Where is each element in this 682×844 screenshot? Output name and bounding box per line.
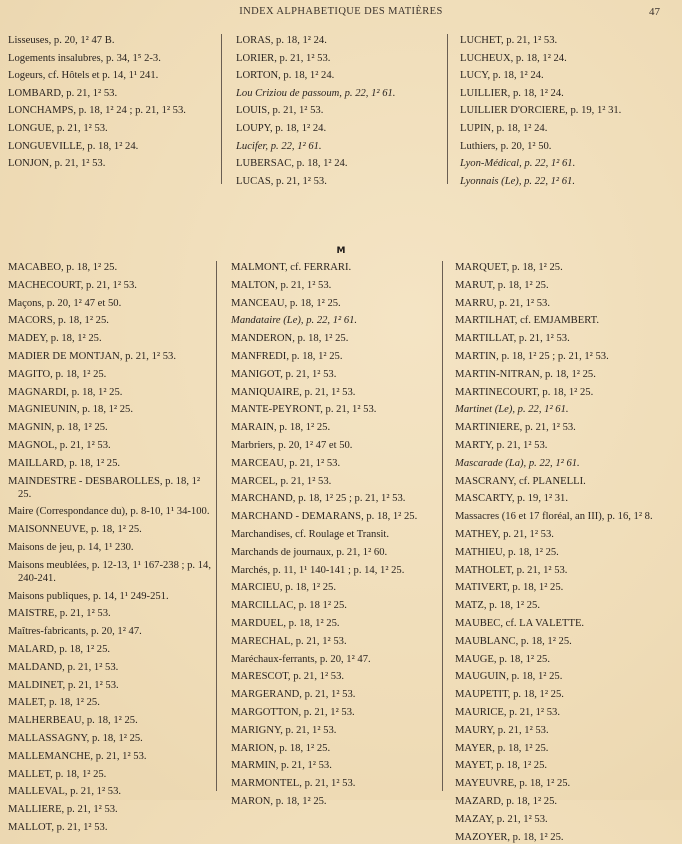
index-entry: MARCHAND, p. 18, 1² 25 ; p. 21, 1² 53. — [231, 493, 406, 505]
index-entry: Logements insalubres, p. 34, 1⁵ 2-3. — [8, 52, 161, 64]
index-entry: MAYER, p. 18, 1² 25. — [455, 742, 549, 754]
index-entry: MALMONT, cf. FERRARI. — [231, 262, 352, 273]
index-entry: MALLEMANCHE, p. 21, 1² 53. — [8, 750, 147, 762]
index-entry: MANIGOT, p. 21, 1² 53. — [231, 368, 337, 380]
index-entry: MALDINET, p. 21, 1² 53. — [8, 679, 119, 691]
index-entry: MARDUEL, p. 18, 1² 25. — [231, 617, 340, 629]
index-entry: MANDERON, p. 18, 1² 25. — [231, 333, 349, 345]
index-entry: LUPIN, p. 18, 1² 24. — [460, 122, 548, 134]
index-entry: MADEY, p. 18, 1² 25. — [8, 333, 102, 345]
index-entry: MARAIN, p. 18, 1² 25. — [231, 422, 331, 434]
index-entry: LOMBARD, p. 21, 1² 53. — [8, 87, 118, 99]
index-entry: LONJON, p. 21, 1² 53. — [8, 158, 106, 170]
top-column-1 — [8, 34, 221, 184]
index-entry: MARTIN-NITRAN, p. 18, 1² 25. — [455, 368, 596, 380]
index-entry: Lucifer, p. 22, 1² 61. — [236, 140, 322, 152]
index-entry: MAURICE, p. 21, 1² 53. — [455, 706, 560, 718]
top-section — [8, 34, 674, 187]
index-entry: MACABEO, p. 18, 1² 25. — [8, 262, 118, 273]
page-header — [0, 6, 682, 22]
index-entry: MAYET, p. 18, 1² 25. — [455, 760, 548, 772]
index-entry: LONGUEVILLE, p. 18, 1² 24. — [8, 140, 139, 152]
index-entry: MAILLARD, p. 18, 1² 25. — [8, 457, 121, 469]
index-entry: MAGNARDI, p. 18, 1² 25. — [8, 386, 123, 398]
index-entry: MASCRANY, cf. PLANELLI. — [455, 475, 586, 487]
index-entry: Marchandises, cf. Roulage et Transit. — [231, 528, 389, 540]
index-entry: MATZ, p. 18, 1² 25. — [455, 600, 540, 612]
index-entry: Lyon-Médical, p. 22, 1² 61. — [460, 158, 576, 170]
index-entry: MAGNOL, p. 21, 1² 53. — [8, 439, 111, 451]
index-entry: MATHOLET, p. 21, 1² 53. — [455, 564, 568, 576]
index-entry: MALDAND, p. 21, 1² 53. — [8, 661, 119, 673]
index-entry: MACHECOURT, p. 21, 1² 53. — [8, 279, 137, 291]
index-entry: MALLEVAL, p. 21, 1² 53. — [8, 786, 122, 798]
index-entry: LOUIS, p. 21, 1² 53. — [236, 105, 324, 117]
index-entry: Marbriers, p. 20, 1² 47 et 50. — [231, 439, 353, 451]
index-entry: MARESCOT, p. 21, 1² 53. — [231, 671, 345, 683]
index-entry: MARCEAU, p. 21, 1² 53. — [231, 457, 341, 469]
m-section — [8, 261, 674, 843]
index-entry: Maisons publiques, p. 14, 1¹ 249-251. — [8, 590, 169, 602]
index-entry: MAUGE, p. 18, 1² 25. — [455, 653, 550, 665]
index-entry: Massacres (16 et 17 floréal, an III), p. 16, 1² 8. — [455, 511, 653, 523]
index-entry: MARTINIERE, p. 21, 1² 53. — [455, 422, 576, 434]
index-entry: MAURY, p. 21, 1² 53. — [455, 724, 549, 736]
index-entry: MALHERBEAU, p. 18, 1² 25. — [8, 715, 138, 727]
index-entry: LORIER, p. 21, 1² 53. — [236, 52, 331, 64]
index-entry: MAUGUIN, p. 18, 1² 25. — [455, 671, 563, 683]
index-entry: MAUBEC, cf. LA VALETTE. — [455, 617, 585, 629]
index-entry: MARTILHAT, cf. EMJAMBERT. — [455, 315, 599, 327]
index-entry: MAYEUVRE, p. 18, 1² 25. — [455, 778, 571, 790]
index-entry: MARON, p. 18, 1² 25. — [231, 795, 327, 807]
index-entry: Maisons de jeu, p. 14, 1¹ 230. — [8, 541, 134, 553]
index-entry: Lisseuses, p. 20, 1² 47 B. — [8, 35, 115, 46]
index-entry: MACORS, p. 18, 1² 25. — [8, 315, 109, 327]
m-column-1 — [8, 261, 216, 833]
index-entry: MARRU, p. 21, 1² 53. — [455, 297, 550, 309]
index-entry: MATHIEU, p. 18, 1² 25. — [455, 546, 559, 558]
index-entry: MAISTRE, p. 21, 1² 53. — [8, 608, 111, 620]
index-entry: MAGITO, p. 18, 1² 25. — [8, 368, 107, 380]
index-entry: LUCY, p. 18, 1² 24. — [460, 70, 544, 82]
index-entry: MARION, p. 18, 1² 25. — [231, 742, 331, 754]
index-entry: MAUPETIT, p. 18, 1² 25. — [455, 689, 564, 701]
index-entry: MAZARD, p. 18, 1² 25. — [455, 795, 558, 807]
page-number: 47 — [649, 6, 660, 18]
index-entry: LUCHEUX, p. 18, 1² 24. — [460, 52, 567, 64]
index-entry: Logeurs, cf. Hôtels et p. 14, 1¹ 241. — [8, 70, 159, 82]
index-entry: MAZAY, p. 21, 1² 53. — [455, 813, 548, 825]
index-entry: MANIQUAIRE, p. 21, 1² 53. — [231, 386, 356, 398]
index-entry: LORTON, p. 18, 1² 24. — [236, 70, 335, 82]
index-entry: MANTE-PEYRONT, p. 21, 1² 53. — [231, 404, 377, 416]
index-entry: MANFREDI, p. 18, 1² 25. — [231, 350, 343, 362]
index-entry: LUCAS, p. 21, 1² 53. — [236, 175, 327, 187]
index-entry: Mandataire (Le), p. 22, 1² 61. — [231, 315, 358, 327]
index-entry: MARGERAND, p. 21, 1² 53. — [231, 689, 356, 701]
index-entry: MANCEAU, p. 18, 1² 25. — [231, 297, 341, 309]
index-entry: LOUPY, p. 18, 1² 24. — [236, 122, 327, 134]
index-entry: MAISONNEUVE, p. 18, 1² 25. — [8, 524, 142, 536]
index-entry: MASCARTY, p. 19, 1² 31. — [455, 493, 569, 505]
index-entry: LUCHET, p. 21, 1² 53. — [460, 35, 558, 46]
index-entry: MAINDESTRE - DESBAROLLES, p. 18, 1² 25. — [8, 475, 201, 500]
index-entry: Marchands de journaux, p. 21, 1² 60. — [231, 546, 388, 558]
index-entry: MARQUET, p. 18, 1² 25. — [455, 262, 563, 273]
index-entry: MAGNIEUNIN, p. 18, 1² 25. — [8, 404, 133, 416]
index-entry: Lou Criziou de passoum, p. 22, 1² 61. — [236, 87, 396, 99]
index-entry: Maisons meublées, p. 12-13, 1¹ 167-238 ; p. 14, 240-241. — [8, 559, 211, 584]
index-entry: Martinet (Le), p. 22, 1² 61. — [455, 404, 569, 416]
index-entry: MALLET, p. 18, 1² 25. — [8, 768, 107, 780]
section-letter-heading: M — [336, 246, 346, 256]
index-entry: Maire (Correspondance du), p. 8-10, 1¹ 34-100. — [8, 506, 210, 518]
index-entry: LONGUE, p. 21, 1² 53. — [8, 122, 108, 134]
index-entry: Maîtres-fabricants, p. 20, 1² 47. — [8, 626, 142, 638]
index-entry: MALARD, p. 18, 1² 25. — [8, 643, 111, 655]
index-entry: MARGOTTON, p. 21, 1² 53. — [231, 706, 355, 718]
index-entry: MARTINECOURT, p. 18, 1² 25. — [455, 386, 594, 398]
index-entry: MARTY, p. 21, 1² 53. — [455, 439, 548, 451]
m-column-2 — [216, 261, 438, 807]
index-entry: MARTIN, p. 18, 1² 25 ; p. 21, 1² 53. — [455, 350, 609, 362]
top-column-3 — [447, 34, 672, 187]
index-entry: MARCHAND - DEMARANS, p. 18, 1² 25. — [231, 511, 418, 523]
index-entry: LUILLIER D'ORCIERE, p. 19, 1² 31. — [460, 105, 622, 117]
index-entry: LORAS, p. 18, 1² 24. — [236, 35, 327, 46]
index-entry: MADIER DE MONTJAN, p. 21, 1² 53. — [8, 350, 176, 362]
index-entry: MARMONTEL, p. 21, 1² 53. — [231, 778, 356, 790]
index-entry: MALTON, p. 21, 1² 53. — [231, 279, 332, 291]
index-entry: MALLOT, p. 21, 1² 53. — [8, 821, 108, 833]
index-entry: Luthiers, p. 20, 1² 50. — [460, 140, 552, 152]
index-entry: Mascarade (La), p. 22, 1² 61. — [455, 457, 580, 469]
page-title: INDEX ALPHABETIQUE DES MATIÈRES — [239, 6, 443, 17]
index-entry: MATIVERT, p. 18, 1² 25. — [455, 582, 564, 594]
index-entry: LUBERSAC, p. 18, 1² 24. — [236, 158, 348, 170]
top-column-2 — [221, 34, 441, 187]
m-column-3 — [442, 261, 674, 843]
index-entry: MAGNIN, p. 18, 1² 25. — [8, 422, 108, 434]
index-entry: MALLASSAGNY, p. 18, 1² 25. — [8, 732, 143, 744]
index-entry: MARCEL, p. 21, 1² 53. — [231, 475, 332, 487]
index-entry: Marchés, p. 11, 1¹ 140-141 ; p. 14, 1² 25. — [231, 564, 405, 576]
index-entry: MARCILLAC, p. 18 1² 25. — [231, 600, 347, 612]
index-entry: Maréchaux-ferrants, p. 20, 1² 47. — [231, 653, 371, 665]
index-entry: MATHEY, p. 21, 1² 53. — [455, 528, 554, 540]
index-entry: MARIGNY, p. 21, 1² 53. — [231, 724, 337, 736]
index-entry: MALLIERE, p. 21, 1² 53. — [8, 804, 118, 816]
index-entry: MARUT, p. 18, 1² 25. — [455, 279, 549, 291]
index-entry: LUILLIER, p. 18, 1² 24. — [460, 87, 564, 99]
index-entry: LONCHAMPS, p. 18, 1² 24 ; p. 21, 1² 53. — [8, 105, 186, 117]
index-entry: MARMIN, p. 21, 1² 53. — [231, 760, 332, 772]
index-entry: MAUBLANC, p. 18, 1² 25. — [455, 635, 572, 647]
index-entry: MARCIEU, p. 18, 1² 25. — [231, 582, 336, 594]
index-entry: Lyonnais (Le), p. 22, 1² 61. — [460, 175, 575, 187]
index-entry: MARTILLAT, p. 21, 1² 53. — [455, 333, 570, 345]
index-entry: Maçons, p. 20, 1² 47 et 50. — [8, 297, 122, 309]
index-entry: MALET, p. 18, 1² 25. — [8, 697, 100, 709]
index-entry: MAZOYER, p. 18, 1² 25. — [455, 831, 564, 843]
index-entry: MARECHAL, p. 21, 1² 53. — [231, 635, 347, 647]
